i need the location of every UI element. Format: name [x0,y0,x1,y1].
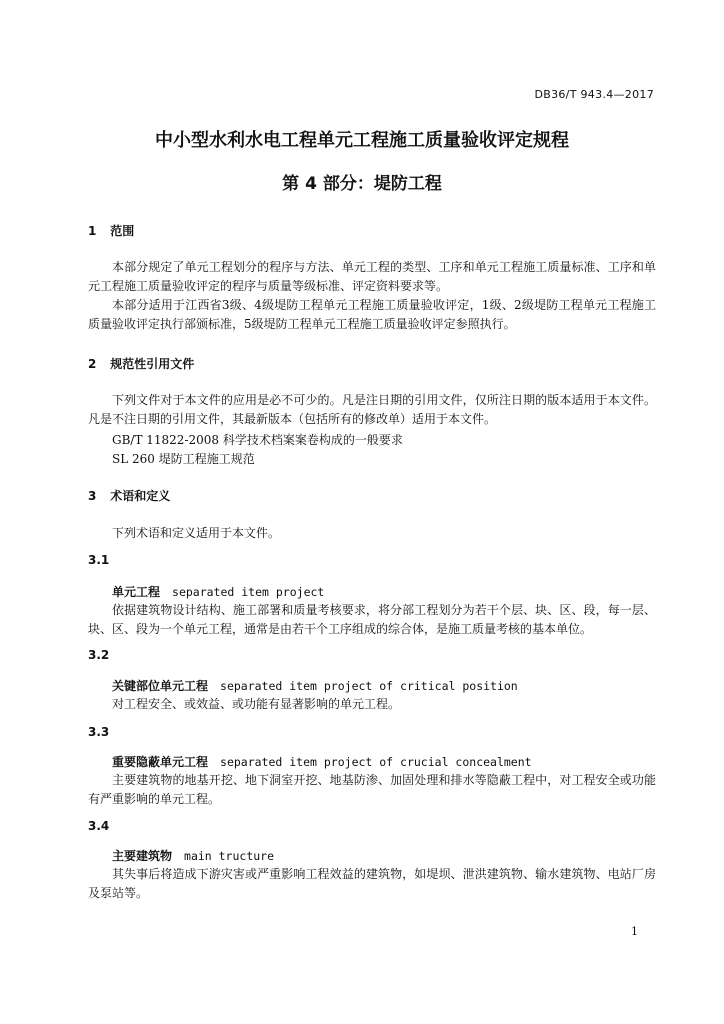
document-title: 中小型水利水电工程单元工程施工质量验收评定规程 [155,130,569,151]
reference-item: GB/T 11822-2008 科学技术档案案卷构成的一般要求 [112,433,403,447]
section-number: 1 [88,224,97,238]
paragraph: 本部分规定了单元工程划分的程序与方法、单元工程的类型、工序和单元工程施工质量标准、工序和单元工程施工质量验收评定的程序与质量等级标准、评定资料要求等。 [88,260,656,293]
term-chinese: 关键部位单元工程 [112,679,209,693]
term-title [112,583,324,600]
term-english: separated item project of critical position [220,679,518,693]
section-number: 3 [88,489,97,503]
document-code: DB36/T 943.4—2017 [534,88,654,101]
term-definition: 其失事后将造成下游灾害或严重影响工程效益的建筑物，如堤坝、泄洪建筑物、输水建筑物、电站厂房及泵站等。 [88,867,656,900]
document-subtitle: 第 4 部分：堤防工程 [282,174,442,194]
term-definition: 依据建筑物设计结构、施工部署和质量考核要求，将分部工程划分为若干个层、块、区、段，每一层、块、区、段为一个单元工程，通常是由若干个工序组成的综合体，是施工质量考核的基本单位。 [88,603,656,636]
term-english: separated item project [172,585,325,599]
term-chinese: 单元工程 [112,585,161,599]
term-chinese: 主要建筑物 [112,849,173,863]
term-title [112,677,518,694]
term-title [112,753,532,770]
section-title: 术语和定义 [110,489,171,503]
term-definition: 对工程安全、或效益、或功能有显著影响的单元工程。 [112,697,401,711]
paragraph: 本部分适用于江西省3级、4级堤防工程单元工程施工质量验收评定，1级、2级堤防工程单元工程施工质量验收评定执行部颁标准，5级堤防工程单元工程施工质量验收评定参照执行。 [88,298,656,331]
term-definition: 主要建筑物的地基开挖、地下洞室开挖、地基防渗、加固处理和排水等隐蔽工程中，对工程安全或功能有严重影响的单元工程。 [88,773,656,806]
section-heading-1 [88,222,134,239]
paragraph: 下列术语和定义适用于本文件。 [112,526,281,540]
clause-number: 3.2 [88,648,110,662]
term-english: main tructure [184,849,275,863]
section-heading-3 [88,487,170,504]
section-title: 范围 [110,224,135,238]
paragraph: 下列文件对于本文件的应用是必不可少的。凡是注日期的引用文件，仅所注日期的版本适用于本文件。凡是不注日期的引用文件，其最新版本（包括所有的修改单）适用于本文件。 [88,393,656,426]
section-number: 2 [88,357,97,371]
page-number: 1 [631,925,638,938]
clause-number: 3.4 [88,819,110,833]
section-heading-2 [88,355,194,372]
clause-number: 3.3 [88,725,110,739]
section-title: 规范性引用文件 [110,357,195,371]
term-english: separated item project of crucial concealment [220,755,532,769]
reference-item: SL 260 堤防工程施工规范 [112,452,255,466]
clause-number: 3.1 [88,553,110,567]
term-title [112,847,274,864]
term-chinese: 重要隐蔽单元工程 [112,755,209,769]
